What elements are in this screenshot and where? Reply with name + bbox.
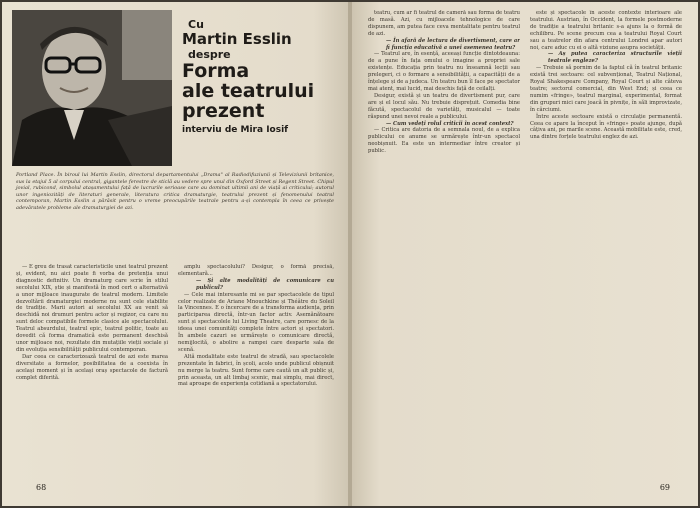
page-number-left: 68 xyxy=(36,483,47,492)
paragraph: — Critica are datoria de a semnala noul, de a explica publicului ce anume se urmărește într-un spectacol neobișnuit. Ea este un intermediar între creator și public. xyxy=(368,127,520,155)
paragraph: teatru, cum ar fi teatrul de cameră sau forma de teatru de masă. Azi, cu mijloacele tehnologice de care dispunem, am putea face ceva mentalitate pentru teatrul de azi. xyxy=(368,10,520,37)
paragraph: este și spectacole în aceste contexte interioare ale teatrului. Austrian, în Occident, la formele postmoderne de tradiție a teatrului britanic s-a ajuns la o formă de echilibru. Pe scene precum cea a teatrului Royal Court sau a teatrelor din afara centrului Londrei apar autori noi, care aduc cu ei o altă viziune asupra societății. xyxy=(530,10,682,51)
paragraph: Între aceste sectoare există o circulație permanentă. Ceea ce apare la început în «fringe» poate ajunge, după câțiva ani, pe marile scene. Această mobilitate este, cred, una dintre forțele teatrului englez de azi. xyxy=(530,113,682,141)
interview-byline: interviu de Mira Iosif xyxy=(182,125,289,135)
title-line-1: Forma xyxy=(182,60,250,82)
title-line-2: ale teatrului xyxy=(182,80,315,102)
author-photo xyxy=(12,10,172,166)
right-column-1 xyxy=(368,10,520,476)
title-line-3: prezent xyxy=(182,100,265,122)
question: — Și alte modalități de comunicare cu publicul? xyxy=(196,277,334,291)
right-page xyxy=(352,2,698,506)
title-prefix: Cu xyxy=(188,18,204,31)
page-number-right: 69 xyxy=(659,483,670,492)
title-despre: despre xyxy=(188,48,231,61)
paragraph: Desigur, există și un teatru de divertisment pur, care are și el locul său. Nu trebuie disprețuit. Comedia bine făcută, spectacolul de varietăți, musicalul — toate răspund unei nevoi reale a publicului. xyxy=(368,92,520,120)
left-page xyxy=(2,2,348,506)
intro-paragraph: Portland Place. În biroul lui Martin Esslin, directorul departamentului „Drama" al Radiodifuziunii și Televiziunii britanice, sus la etajul 5 al corpului central, gigantele ferestre de sticlă au vedere spre unul din Oxford Street și Regent Street. Chipul jovial, rubicond, simbolul atașamentului față de lucrurile serioase care au dominat ultimii ani de viață ai criticului; autorul unor ingeniozități de literaturi generale, literatura critica dramaturgie, teatrului prezent și fenomenului teatral contemporan, Martin Esslin a părăsit pentru o vreme preocupările teatrale pentru a-și contempla în ceea ce privește adevăratele probleme ale dramaturgiei de azi. xyxy=(16,172,334,211)
left-column-1 xyxy=(16,264,168,480)
paragraph: — E greu de trasat caracteristicile unei teatrul prezent și, evident, nu aici poate fi vorba de pretenția unui diagnostic definitiv. Un dramaturg care scrie în stilul secolului XIX, știe și manifestă în mod cert o alternativă a unor mijloace inaugurate de teatrul modern. Limitele dezvoltării dramaturgiei moderne nu sunt cele stabilite de tradiție. Marii autori ai secolului XX au venit să deschidă noi drumuri pentru actor și regizor, cu care nu sunt deloc compatibile formele clasice ale spectacolului. Teatrul absurdului, teatrul epic, teatrul politic, toate au dovedit că forma dramatică este permanent deschisă unor mijloace noi, rezultate din mutațiile vieții sociale și din evoluția sensibilității publicului contemporan. xyxy=(16,264,168,353)
paragraph: amplu spectacolului? Desigur, o formă precisă, elementară... xyxy=(178,264,334,277)
right-column-2 xyxy=(530,10,682,476)
question: — Aș putea caracteriza structurile vieții teatrale engleze? xyxy=(548,51,682,65)
author-name: Martin Esslin xyxy=(182,30,292,48)
title-block xyxy=(182,18,342,135)
question: — Cum vedeți rolul criticii în acest context? xyxy=(386,120,514,127)
magazine-spread xyxy=(2,2,698,506)
paragraph: — Trebuie să pornim de la faptul că în teatrul britanic există trei sectoare: cel subvenționat, Teatrul Național, Royal Shakespeare Company, Royal Court și alte câteva teatre; sectorul comercial, din West End; și ceea ce numim «fringe», teatrul marginal, experimental, format din grupuri mici care joacă în pivnițe, în săli improvizate, în cârciumi. xyxy=(530,65,682,113)
paragraph: Altă modalitate este teatrul de stradă, sau spectacolele prezentate în fabrici, în școli, acolo unde publicul obișnuit nu merge la teatru. Sunt forme care caută un alt public și, prin aceasta, un alt limbaj scenic, mai simplu, mai direct, mai aproape de experiența cotidiană a spectatorului. xyxy=(178,353,334,388)
paragraph: Dar ceea ce caracterizează teatrul de azi este marea diversitate a formelor, posibilitatea de a coexista în același moment și în același oraș spectacole de factură complet diferită. xyxy=(16,353,168,381)
paragraph: — Teatrul are, în esență, aceeași funcție dintotdeauna: de a pune în fața omului o imagine a propriei sale existențe. Educația prin teatru nu înseamnă lecții sau prelegeri, ci o formare a sensibilității, a capacității de a înțelege și de a judeca. Un teatru bun îl face pe spectator mai atent, mai lucid, mai deschis față de ceilalți. xyxy=(368,51,520,92)
paragraph: — Cele mai interesante mi se par spectacolele de tipul celor realizate de Ariane Mnouchkine și Théâtre du Soleil la Vincennes. E o încercare de a transforma audiența, prin participarea directă, într-un factor activ. Asemănătoare sunt și spectacolele lui Living Theatre, care pornesc de la ideea unei comunități complete între actori și spectatori. În ambele cazuri se urmărește o comunicare directă, nemijlocită, o abolire a rampei care desparte sala de scenă. xyxy=(178,291,334,353)
left-column-2 xyxy=(178,264,334,480)
question: — În afară de lectura de divertisment, care ar fi funcția educativă a unei asemenea teatru? xyxy=(386,37,520,51)
